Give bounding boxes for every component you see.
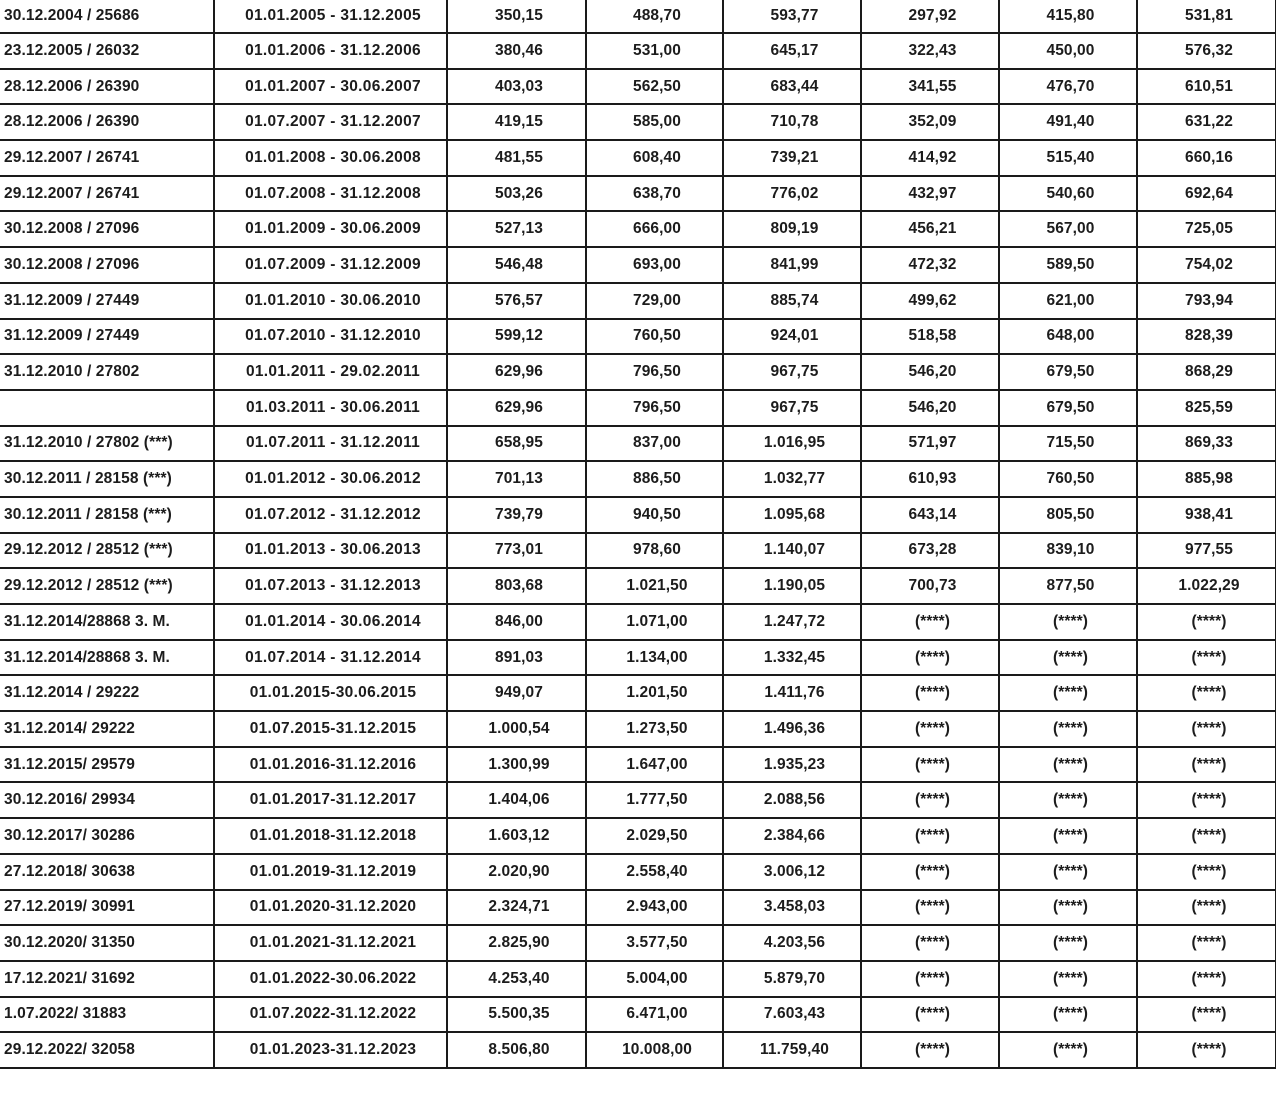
value-cell: (****) — [861, 854, 999, 890]
value-cell: (****) — [861, 782, 999, 818]
value-cell: 940,50 — [586, 497, 723, 533]
value-cell: 886,50 — [586, 461, 723, 497]
value-cell: (****) — [861, 961, 999, 997]
value-cell: 352,09 — [861, 104, 999, 140]
gazette-date-number-cell: 29.12.2012 / 28512 (***) — [0, 533, 214, 569]
gazette-date-number-cell: 31.12.2010 / 27802 (***) — [0, 426, 214, 462]
gazette-date-number-cell: 31.12.2009 / 27449 — [0, 319, 214, 355]
value-cell: 4.253,40 — [447, 961, 586, 997]
validity-period-cell: 01.01.2008 - 30.06.2008 — [214, 140, 447, 176]
value-cell: (****) — [861, 997, 999, 1033]
value-cell: 776,02 — [723, 176, 861, 212]
value-cell: 415,80 — [999, 0, 1137, 33]
value-cell: (****) — [1137, 818, 1276, 854]
value-cell: 891,03 — [447, 640, 586, 676]
value-cell: (****) — [999, 818, 1137, 854]
value-cell: 531,81 — [1137, 0, 1276, 33]
value-cell: 828,39 — [1137, 319, 1276, 355]
gazette-date-number-cell: 29.12.2007 / 26741 — [0, 140, 214, 176]
value-cell: (****) — [1137, 1032, 1276, 1068]
value-cell: 5.004,00 — [586, 961, 723, 997]
value-cell: 977,55 — [1137, 533, 1276, 569]
gazette-date-number-cell: 31.12.2014/28868 3. M. — [0, 604, 214, 640]
table-row — [0, 747, 1276, 783]
value-cell: 978,60 — [586, 533, 723, 569]
value-cell: 1.071,00 — [586, 604, 723, 640]
gazette-date-number-cell: 28.12.2006 / 26390 — [0, 104, 214, 140]
table-row — [0, 675, 1276, 711]
value-cell: 518,58 — [861, 319, 999, 355]
value-cell: 846,00 — [447, 604, 586, 640]
value-cell: 593,77 — [723, 0, 861, 33]
value-cell: (****) — [861, 1032, 999, 1068]
value-cell: 793,94 — [1137, 283, 1276, 319]
gazette-date-number-cell: 30.12.2016/ 29934 — [0, 782, 214, 818]
value-cell: 1.022,29 — [1137, 568, 1276, 604]
value-cell: 1.032,77 — [723, 461, 861, 497]
value-cell: 805,50 — [999, 497, 1137, 533]
validity-period-cell: 01.01.2006 - 31.12.2006 — [214, 33, 447, 69]
value-cell: 729,00 — [586, 283, 723, 319]
table-row — [0, 211, 1276, 247]
value-cell: (****) — [1137, 782, 1276, 818]
value-cell: 1.935,23 — [723, 747, 861, 783]
value-cell: 949,07 — [447, 675, 586, 711]
validity-period-cell: 01.07.2007 - 31.12.2007 — [214, 104, 447, 140]
value-cell: 1.647,00 — [586, 747, 723, 783]
validity-period-cell: 01.01.2022-30.06.2022 — [214, 961, 447, 997]
validity-period-cell: 01.01.2014 - 30.06.2014 — [214, 604, 447, 640]
value-cell: 839,10 — [999, 533, 1137, 569]
gazette-date-number-cell: 17.12.2021/ 31692 — [0, 961, 214, 997]
value-cell: 803,68 — [447, 568, 586, 604]
value-cell: 599,12 — [447, 319, 586, 355]
table-row — [0, 69, 1276, 105]
value-cell: (****) — [999, 675, 1137, 711]
value-cell: 643,14 — [861, 497, 999, 533]
value-cell: 631,22 — [1137, 104, 1276, 140]
value-cell: 825,59 — [1137, 390, 1276, 426]
value-cell: 837,00 — [586, 426, 723, 462]
value-cell: 5.879,70 — [723, 961, 861, 997]
table-row — [0, 961, 1276, 997]
value-cell: (****) — [1137, 604, 1276, 640]
value-cell: 796,50 — [586, 354, 723, 390]
value-cell: 1.273,50 — [586, 711, 723, 747]
table-row — [0, 390, 1276, 426]
value-cell: 967,75 — [723, 354, 861, 390]
gazette-date-number-cell: 23.12.2005 / 26032 — [0, 33, 214, 69]
value-cell: 3.006,12 — [723, 854, 861, 890]
value-cell: (****) — [999, 961, 1137, 997]
value-cell: 1.603,12 — [447, 818, 586, 854]
value-cell: (****) — [999, 854, 1137, 890]
validity-period-cell: 01.01.2019-31.12.2019 — [214, 854, 447, 890]
value-cell: 1.016,95 — [723, 426, 861, 462]
validity-period-cell: 01.07.2015-31.12.2015 — [214, 711, 447, 747]
value-cell: (****) — [999, 747, 1137, 783]
value-cell: (****) — [999, 640, 1137, 676]
table-row — [0, 711, 1276, 747]
value-cell: 715,50 — [999, 426, 1137, 462]
value-cell: 2.324,71 — [447, 890, 586, 926]
value-cell: 796,50 — [586, 390, 723, 426]
gazette-date-number-cell: 30.12.2017/ 30286 — [0, 818, 214, 854]
value-cell: 1.095,68 — [723, 497, 861, 533]
gazette-date-number-cell: 30.12.2008 / 27096 — [0, 247, 214, 283]
validity-period-cell: 01.07.2014 - 31.12.2014 — [214, 640, 447, 676]
value-cell: 608,40 — [586, 140, 723, 176]
value-cell: 1.000,54 — [447, 711, 586, 747]
value-cell: 739,79 — [447, 497, 586, 533]
value-cell: 503,26 — [447, 176, 586, 212]
value-cell: 297,92 — [861, 0, 999, 33]
value-cell: (****) — [1137, 925, 1276, 961]
value-cell: 11.759,40 — [723, 1032, 861, 1068]
validity-period-cell: 01.01.2018-31.12.2018 — [214, 818, 447, 854]
value-cell: 491,40 — [999, 104, 1137, 140]
gazette-date-number-cell: 31.12.2010 / 27802 — [0, 354, 214, 390]
value-cell: 673,28 — [861, 533, 999, 569]
value-cell: (****) — [1137, 711, 1276, 747]
validity-period-cell: 01.01.2020-31.12.2020 — [214, 890, 447, 926]
value-cell: 488,70 — [586, 0, 723, 33]
value-cell: 638,70 — [586, 176, 723, 212]
value-cell: 1.404,06 — [447, 782, 586, 818]
validity-period-cell: 01.01.2007 - 30.06.2007 — [214, 69, 447, 105]
gazette-date-number-cell: 28.12.2006 / 26390 — [0, 69, 214, 105]
value-cell: 3.458,03 — [723, 890, 861, 926]
table-row — [0, 925, 1276, 961]
value-cell: 1.021,50 — [586, 568, 723, 604]
value-cell: 2.558,40 — [586, 854, 723, 890]
table-row — [0, 426, 1276, 462]
table-row — [0, 461, 1276, 497]
value-cell: 527,13 — [447, 211, 586, 247]
validity-period-cell: 01.07.2013 - 31.12.2013 — [214, 568, 447, 604]
value-cell: 472,32 — [861, 247, 999, 283]
validity-period-cell: 01.07.2009 - 31.12.2009 — [214, 247, 447, 283]
value-cell: 481,55 — [447, 140, 586, 176]
value-cell: (****) — [999, 782, 1137, 818]
value-cell: 809,19 — [723, 211, 861, 247]
value-cell: 660,16 — [1137, 140, 1276, 176]
value-cell: 841,99 — [723, 247, 861, 283]
value-cell: (****) — [861, 604, 999, 640]
value-cell: 610,51 — [1137, 69, 1276, 105]
table-row — [0, 1032, 1276, 1068]
value-cell: 576,57 — [447, 283, 586, 319]
table-row — [0, 140, 1276, 176]
validity-period-cell: 01.01.2015-30.06.2015 — [214, 675, 447, 711]
value-cell: 3.577,50 — [586, 925, 723, 961]
table-row — [0, 283, 1276, 319]
value-cell: (****) — [861, 925, 999, 961]
value-cell: (****) — [1137, 890, 1276, 926]
value-cell: 456,21 — [861, 211, 999, 247]
value-cell: (****) — [999, 604, 1137, 640]
value-cell: 567,00 — [999, 211, 1137, 247]
value-cell: 1.777,50 — [586, 782, 723, 818]
value-cell: 760,50 — [586, 319, 723, 355]
value-cell: 403,03 — [447, 69, 586, 105]
validity-period-cell: 01.01.2023-31.12.2023 — [214, 1032, 447, 1068]
value-cell: (****) — [861, 747, 999, 783]
value-cell: 1.411,76 — [723, 675, 861, 711]
value-cell: 760,50 — [999, 461, 1137, 497]
value-cell: 1.201,50 — [586, 675, 723, 711]
table-row — [0, 782, 1276, 818]
value-cell: 754,02 — [1137, 247, 1276, 283]
value-cell: 683,44 — [723, 69, 861, 105]
value-cell: 658,95 — [447, 426, 586, 462]
value-cell: 648,00 — [999, 319, 1137, 355]
gazette-date-number-cell: 29.12.2012 / 28512 (***) — [0, 568, 214, 604]
value-cell: (****) — [999, 997, 1137, 1033]
value-cell: 693,00 — [586, 247, 723, 283]
validity-period-cell: 01.01.2012 - 30.06.2012 — [214, 461, 447, 497]
gazette-date-number-cell: 27.12.2018/ 30638 — [0, 854, 214, 890]
validity-period-cell: 01.07.2012 - 31.12.2012 — [214, 497, 447, 533]
validity-period-cell: 01.07.2022-31.12.2022 — [214, 997, 447, 1033]
gazette-date-number-cell: 29.12.2022/ 32058 — [0, 1032, 214, 1068]
table-row — [0, 640, 1276, 676]
value-cell: 8.506,80 — [447, 1032, 586, 1068]
value-cell: 773,01 — [447, 533, 586, 569]
value-cell: 967,75 — [723, 390, 861, 426]
value-cell: (****) — [999, 925, 1137, 961]
value-cell: 432,97 — [861, 176, 999, 212]
table-row — [0, 854, 1276, 890]
value-cell: 585,00 — [586, 104, 723, 140]
table-row — [0, 176, 1276, 212]
value-cell: (****) — [1137, 675, 1276, 711]
value-cell: 938,41 — [1137, 497, 1276, 533]
table-row — [0, 604, 1276, 640]
value-cell: 2.943,00 — [586, 890, 723, 926]
gazette-date-number-cell: 31.12.2015/ 29579 — [0, 747, 214, 783]
value-cell: (****) — [861, 711, 999, 747]
value-cell: 1.134,00 — [586, 640, 723, 676]
value-cell: 571,97 — [861, 426, 999, 462]
validity-period-cell: 01.01.2005 - 31.12.2005 — [214, 0, 447, 33]
validity-period-cell: 01.07.2008 - 31.12.2008 — [214, 176, 447, 212]
value-cell: 2.825,90 — [447, 925, 586, 961]
gazette-date-number-cell: 30.12.2008 / 27096 — [0, 211, 214, 247]
value-cell: 414,92 — [861, 140, 999, 176]
value-cell: 679,50 — [999, 354, 1137, 390]
validity-period-cell: 01.07.2010 - 31.12.2010 — [214, 319, 447, 355]
table-row — [0, 0, 1276, 33]
value-cell: (****) — [861, 640, 999, 676]
value-cell: 877,50 — [999, 568, 1137, 604]
value-cell: 1.247,72 — [723, 604, 861, 640]
table-row — [0, 33, 1276, 69]
value-cell: 710,78 — [723, 104, 861, 140]
value-cell: (****) — [861, 818, 999, 854]
value-cell: 531,00 — [586, 33, 723, 69]
value-cell: 679,50 — [999, 390, 1137, 426]
value-cell: 700,73 — [861, 568, 999, 604]
gazette-date-number-cell: 29.12.2007 / 26741 — [0, 176, 214, 212]
value-cell: 924,01 — [723, 319, 861, 355]
validity-period-cell: 01.03.2011 - 30.06.2011 — [214, 390, 447, 426]
validity-period-cell: 01.07.2011 - 31.12.2011 — [214, 426, 447, 462]
gazette-date-number-cell: 30.12.2020/ 31350 — [0, 925, 214, 961]
value-cell: 885,74 — [723, 283, 861, 319]
value-cell: 350,15 — [447, 0, 586, 33]
value-cell: 629,96 — [447, 390, 586, 426]
table-row — [0, 104, 1276, 140]
value-cell: 1.140,07 — [723, 533, 861, 569]
validity-period-cell: 01.01.2017-31.12.2017 — [214, 782, 447, 818]
value-cell: 4.203,56 — [723, 925, 861, 961]
value-cell: 562,50 — [586, 69, 723, 105]
value-cell: 576,32 — [1137, 33, 1276, 69]
table-row — [0, 247, 1276, 283]
value-cell: 546,48 — [447, 247, 586, 283]
value-cell: (****) — [861, 675, 999, 711]
gazette-date-number-cell: 31.12.2014/28868 3. M. — [0, 640, 214, 676]
gazette-date-number-cell: 30.12.2004 / 25686 — [0, 0, 214, 33]
value-cell: (****) — [999, 711, 1137, 747]
value-cell: (****) — [1137, 640, 1276, 676]
value-cell: 546,20 — [861, 390, 999, 426]
value-cell: 546,20 — [861, 354, 999, 390]
value-cell: 7.603,43 — [723, 997, 861, 1033]
table-row — [0, 818, 1276, 854]
validity-period-cell: 01.01.2011 - 29.02.2011 — [214, 354, 447, 390]
gazette-date-number-cell: 30.12.2011 / 28158 (***) — [0, 461, 214, 497]
value-cell: 621,00 — [999, 283, 1137, 319]
value-cell: (****) — [999, 890, 1137, 926]
table-row — [0, 497, 1276, 533]
value-cell: (****) — [861, 890, 999, 926]
value-cell: 2.088,56 — [723, 782, 861, 818]
gazette-date-number-cell: 31.12.2014/ 29222 — [0, 711, 214, 747]
value-cell: 1.496,36 — [723, 711, 861, 747]
table-row — [0, 568, 1276, 604]
value-cell: (****) — [1137, 997, 1276, 1033]
value-cell: 450,00 — [999, 33, 1137, 69]
page-edge — [1276, 0, 1280, 1099]
value-cell: 476,70 — [999, 69, 1137, 105]
value-cell: 1.332,45 — [723, 640, 861, 676]
value-cell: 645,17 — [723, 33, 861, 69]
value-cell: 5.500,35 — [447, 997, 586, 1033]
value-cell: 2.020,90 — [447, 854, 586, 890]
validity-period-cell: 01.01.2016-31.12.2016 — [214, 747, 447, 783]
gazette-date-number-cell: 31.12.2014 / 29222 — [0, 675, 214, 711]
value-cell: 869,33 — [1137, 426, 1276, 462]
gazette-date-number-cell: 31.12.2009 / 27449 — [0, 283, 214, 319]
validity-period-cell: 01.01.2010 - 30.06.2010 — [214, 283, 447, 319]
value-cell: 692,64 — [1137, 176, 1276, 212]
table-row — [0, 354, 1276, 390]
table-row — [0, 533, 1276, 569]
gazette-date-number-cell: 1.07.2022/ 31883 — [0, 997, 214, 1033]
value-cell: 725,05 — [1137, 211, 1276, 247]
value-cell: 2.029,50 — [586, 818, 723, 854]
value-cell: 629,96 — [447, 354, 586, 390]
value-cell: (****) — [1137, 961, 1276, 997]
value-cell: 666,00 — [586, 211, 723, 247]
value-cell: 10.008,00 — [586, 1032, 723, 1068]
value-cell: 515,40 — [999, 140, 1137, 176]
value-cell: 341,55 — [861, 69, 999, 105]
table-row — [0, 997, 1276, 1033]
value-cell: 380,46 — [447, 33, 586, 69]
value-cell: 589,50 — [999, 247, 1137, 283]
table-row — [0, 319, 1276, 355]
value-cell: 1.300,99 — [447, 747, 586, 783]
validity-period-cell: 01.01.2013 - 30.06.2013 — [214, 533, 447, 569]
value-cell: (****) — [1137, 854, 1276, 890]
value-cell: 610,93 — [861, 461, 999, 497]
gazette-date-number-cell: 27.12.2019/ 30991 — [0, 890, 214, 926]
value-cell: 6.471,00 — [586, 997, 723, 1033]
value-cell: 868,29 — [1137, 354, 1276, 390]
value-cell: 322,43 — [861, 33, 999, 69]
table-row — [0, 890, 1276, 926]
value-cell: 2.384,66 — [723, 818, 861, 854]
value-cell: 540,60 — [999, 176, 1137, 212]
value-cell: 885,98 — [1137, 461, 1276, 497]
validity-period-cell: 01.01.2021-31.12.2021 — [214, 925, 447, 961]
validity-period-cell: 01.01.2009 - 30.06.2009 — [214, 211, 447, 247]
value-cell: (****) — [999, 1032, 1137, 1068]
value-cell: 499,62 — [861, 283, 999, 319]
gazette-date-number-cell — [0, 390, 214, 426]
value-cell: (****) — [1137, 747, 1276, 783]
value-cell: 419,15 — [447, 104, 586, 140]
value-cell: 701,13 — [447, 461, 586, 497]
value-cell: 1.190,05 — [723, 568, 861, 604]
gazette-date-number-cell: 30.12.2011 / 28158 (***) — [0, 497, 214, 533]
value-cell: 739,21 — [723, 140, 861, 176]
